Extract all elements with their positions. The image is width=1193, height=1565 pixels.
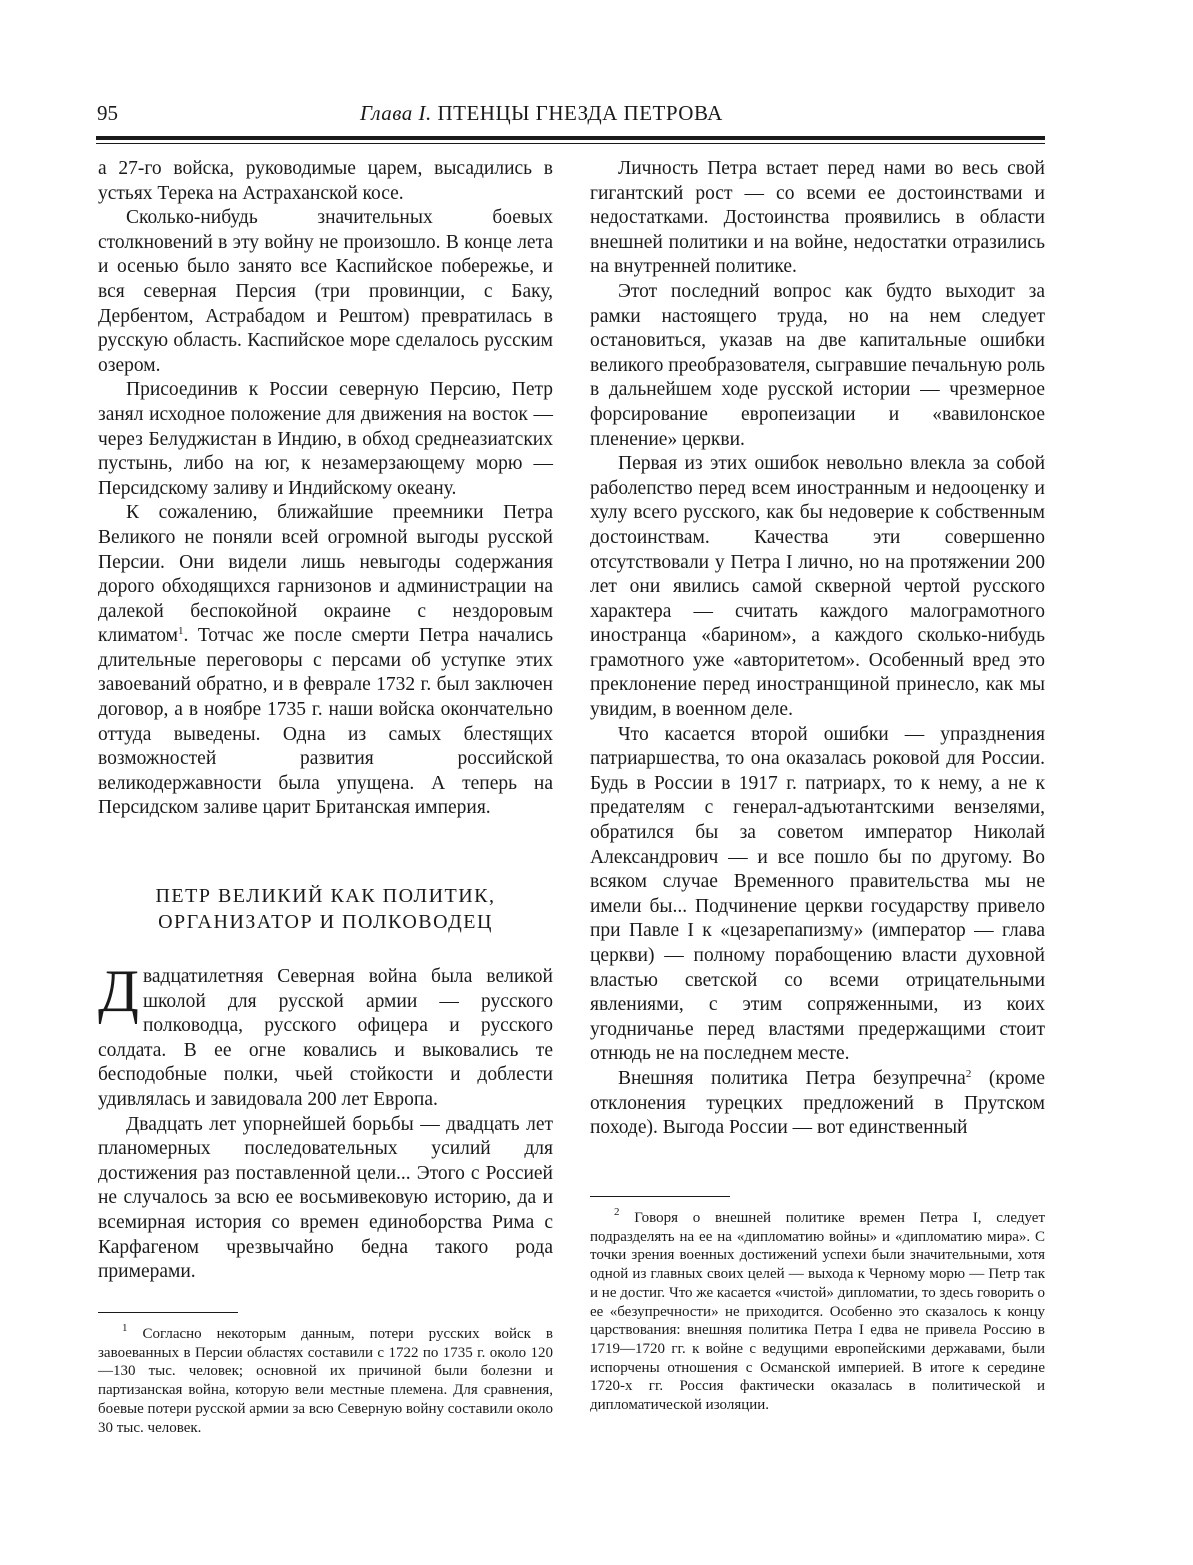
- header-rule-thin: [96, 143, 1045, 144]
- section-heading: [98, 883, 553, 935]
- paragraph: Присоединив к России северную Персию, Петр занял исходное положение для движения на восток — через Белуджистан в Индию, в обход среднеазиатских пустынь, либо на юг, к незамерзающему морю — Персидскому заливу и Индийскому океану.: [98, 379, 553, 499]
- left-column: [98, 157, 553, 1285]
- footnote-2: [590, 1206, 1046, 1415]
- paragraph: Первая из этих ошибок невольно влекла за собой раболепство перед всем иностранным и недооценку и хулу всего русского, как бы недоверие к собственным достоинствам. Качества эти совершенно отсутствовали у Петра I лично, но на протяжении 200 лет они явились самой скверной чертой русского характера — считать каждого малограмотного иностранца «барином», а каждого сколько-нибудь грамотного уже «авторитетом». Особенный вред это преклонение перед иностранщиной принесло, как мы увидим, в военном деле.: [590, 453, 1045, 721]
- paragraph-text: Внешняя политика Петра безупречна: [618, 1067, 966, 1089]
- paragraph-text: . Тотчас же после смерти Петра начались длительные переговоры с персами об уступке этих завоеваний обратно, и в феврале 1732 г. был заключен договор, а в ноябре 1735 г. наши войска окончательно оттуда выведены. Одна из самых блестящих возможностей развития российской великодержавности была упущена. А теперь на Персидском заливе царит Британская империя.: [98, 625, 553, 819]
- running-head: [360, 100, 1060, 126]
- paragraph: Этот последний вопрос как будто выходит за рамки настоящего труда, но на нем следует остановиться, указав на две капитальные ошибки великого преобразователя, сыгравшие печальную роль в дальнейшем ходе русской истории — чрезмерное форсирование европеизации и «вавилонское пленение» церкви.: [590, 280, 1045, 450]
- paragraph: Сколько-нибудь значительных боевых столкновений в эту войну не произошло. В конце лета и осенью было занято все Каспийское побережье, и вся северная Персия (три провинции, с Баку, Дербентом, Астрабадом и Рештом) превратилась в русскую область. Каспийское море сделалось русским озером.: [98, 207, 553, 376]
- drop-cap-letter: Д: [98, 958, 139, 1025]
- footnote-ref-2[interactable]: 2: [965, 1067, 972, 1080]
- chapter-label: Глава I.: [360, 101, 432, 125]
- paragraph-text: (кроме отклонения турецких предложений в Прутском походе). Выгода России — вот единственный: [590, 1067, 1045, 1139]
- footnote-1: [98, 1322, 553, 1437]
- footnote-text: Согласно некоторым данным, потери русских войск в завоеванных в Персии областях составили с 1722 по 1735 г. около 120—130 тыс. человек; основной их причиной были болезни и партизанская война, которую вели местные племена. Для сравнения, боевые потери русской армии за всю Северную войну составили около 30 тыс. человек.: [98, 1326, 553, 1436]
- paragraph-dropcap: [98, 958, 553, 1113]
- footnote-mark: 1: [122, 1322, 128, 1334]
- footnote-block-right: [590, 1196, 1045, 1415]
- paragraph: а 27-го войска, руководимые царем, высадились в устьях Терека на Астраханской косе.: [98, 158, 553, 204]
- page-number: 95: [97, 101, 118, 125]
- footnote-rule: [590, 1196, 730, 1197]
- paragraph: [590, 1067, 1045, 1141]
- paragraph: [98, 501, 553, 821]
- footnote-block-left: [98, 1312, 553, 1437]
- header-rule-thick: [96, 136, 1045, 140]
- paragraph-text: К сожалению, ближайшие преемники Петра Великого не поняли всей огромной выгоды русской Персии. Они видели лишь невыгоды содержания дорого обходящихся гарнизонов и администрации на далекой беспокойной окраине с нездоровым климатом: [98, 502, 553, 647]
- footnote-ref-1[interactable]: 1: [177, 625, 184, 638]
- chapter-title: ПТЕНЦЫ ГНЕЗДА ПЕТРОВА: [437, 101, 723, 125]
- footnote-mark: 2: [614, 1206, 620, 1218]
- paragraph-text: вадцатилетняя Северная война была великой школой для русской армии — русского полководца, русского офицера и русского солдата. В ее огне ковались и выковались те бесподобные полки, чьей стойкости и доблести удивлялась и завидовала 200 лет Европа.: [98, 966, 553, 1110]
- footnote-rule: [98, 1312, 238, 1313]
- paragraph: Личность Петра встает перед нами во весь свой гигантский рост — со всеми ее достоинствами и недостатками. Достоинства проявились в области внешней политики и на войне, недостатки отразились на внутренней политике.: [590, 158, 1045, 278]
- paragraph: Что касается второй ошибки — упразднения патриаршества, то она оказалась роковой для России. Будь в России в 1917 г. патриарх, то к нему, а не к предателям с генерал-адъютантскими вензелями, обратился бы за советом император Николай Александрович — и все пошло бы по другому. Во всяком случае Временного правительства мы не имели бы... Подчинение церкви государству привело при Павле I к «цезарепапизму» (император — глава церкви) — полному порабощению власти духовной властью светской со всеми отрицательными явлениями, с этим сопряженными, из коих угодничанье перед властями предержащими стоит отнюдь не на последнем месте.: [590, 723, 1045, 1065]
- section-heading-line2: ОРГАНИЗАТОР И ПОЛКОВОДЕЦ: [158, 911, 493, 934]
- section-heading-line1: ПЕТР ВЕЛИКИЙ КАК ПОЛИТИК,: [155, 885, 496, 908]
- right-column: [590, 157, 1045, 1141]
- footnote-text: Говоря о внешней политике времен Петра I, следует подразделять на ее на «дипломатию войны» и «дипломатию мира». С точки зрения военных достижений успехи были значительными, хотя одной из главных своих целей — выхода к Черному морю — Петр так и не достиг. Что же касается «чистой» дипломатии, то здесь говорить о ее «безупречности» не приходится. Особенно это сказалось к концу царствования: внешняя политика Петра I едва не привела Россию в 1719—1720 гг. к войне с ведущими европейскими державами, были испорчены отношения с Османской империей. В итоге к середине 1720-х гг. Россия фактически оказалась в политической и дипломатической изоляции.: [590, 1210, 1046, 1414]
- paragraph: Двадцать лет упорнейшей борьбы — двадцать лет планомерных последовательных усилий для достижения раз поставленной цели... Этого с Россией не случалось за всю ее восьмивековую историю, да и всемирная история со времен единоборства Рима с Карфагеном чрезвычайно бедна такого рода примерами.: [98, 1113, 553, 1283]
